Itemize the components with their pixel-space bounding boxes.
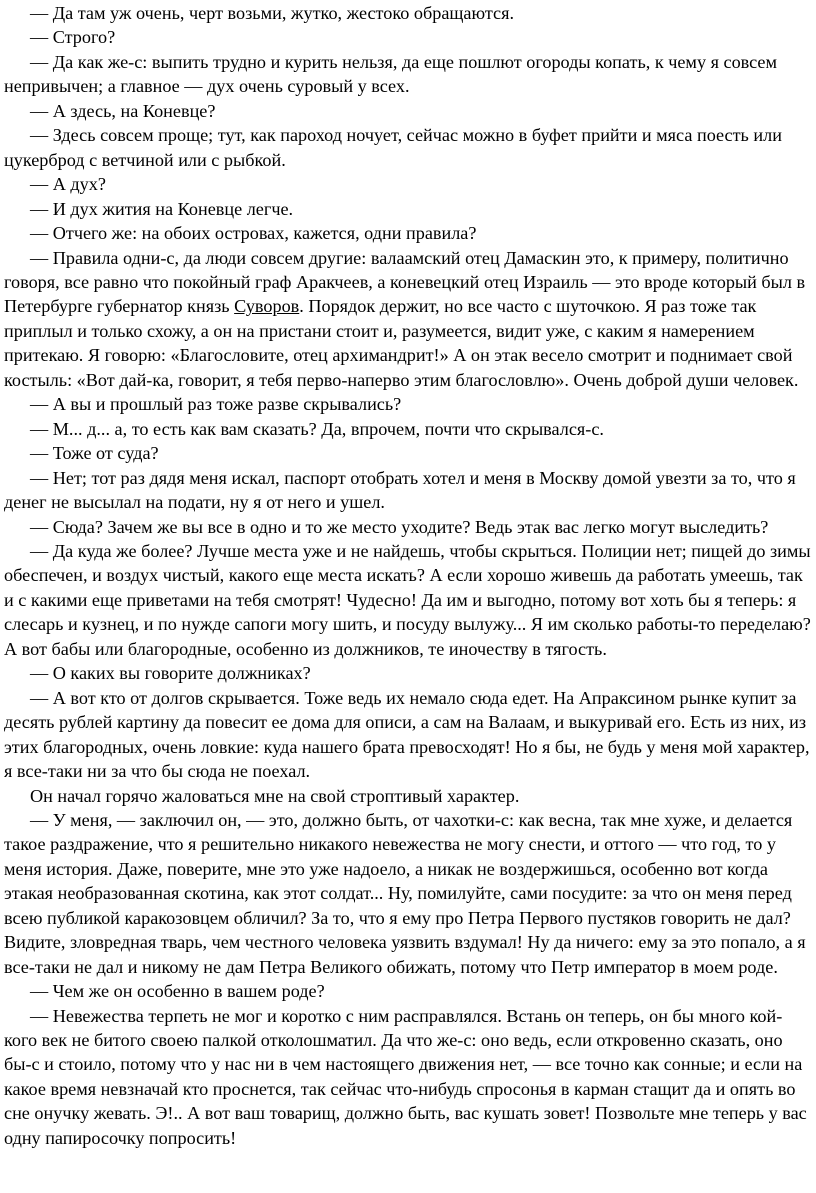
dialogue-line: — Сюда? Зачем же вы все в одно и то же место уходите? Ведь этак вас легко могут выследить? bbox=[30, 516, 769, 537]
suvorov-link[interactable]: Суворов bbox=[234, 296, 300, 317]
dialogue-line: — Да там уж очень, черт возьми, жутко, жестоко обращаются. bbox=[30, 3, 515, 23]
dialogue-line: — Невежества терпеть не мог и коротко с ним расправлялся. Встань он теперь, он бы много кой-кого век не битого своею палкой отколошматил. Да что же-с: оно ведь, если откровенно сказать, оно бы-с и стоило, потому что у нас ни в чем настоящего движения нет, — все точно как сонные; и если на какое время невзначай кто проснется, так сейчас что-нибудь спросонья в карман стащит да и опять во сне онучку жевать. Э!.. А вот ваш товарищ, должно быть, вас кушать зовет! Позвольте мне теперь у вас одну папиросочку попросить! bbox=[4, 1005, 807, 1148]
dialogue-line-with-link bbox=[4, 246, 812, 393]
dialogue-line: — О каких вы говорите должниках? bbox=[30, 663, 311, 684]
dialogue-line: — Строго? bbox=[30, 27, 116, 48]
dialogue-line: — Здесь совсем проще; тут, как пароход ночует, сейчас можно в буфет прийти и мяса поесть или цукерброд с ветчиной или с рыбкой. bbox=[4, 125, 782, 170]
dialogue-line: — А здесь, на Коневце? bbox=[30, 100, 216, 121]
dialogue-line: — У меня, — заключил он, — это, должно быть, от чахотки-с: как весна, так мне хуже, и делается такое раздражение, что я решительно никакого невежества не могу снести, и оттого — что год, то у меня история. Даже, поверите, мне это уже надоело, а никак не воздержишься, особенно вот когда этакая необразованная скотина, как этот солдат... Ну, помилуйте, сами посудите: за что он меня перед всею публикой каракозовцем обличил? За то, что я ему про Петра Первого пустяков говорить не дал? Видите, зловредная тварь, чем честного человека уязвить вздумал! Ну да ничего: ему за это попало, а я все-таки не дал и никому не дам Петра Великого обижать, потому что Петр император в моем роде. bbox=[4, 809, 806, 977]
dialogue-line: — И дух жития на Коневце легче. bbox=[30, 198, 294, 219]
narration-line: Он начал горячо жаловаться мне на свой строптивый характер. bbox=[30, 785, 520, 806]
paragraph-text-before-link: — Правила одни-с, да люди совсем другие: валаамский отец Дамаскин это, к примеру, политично говоря, все равно что покойный граф Аракчеев, а коневецкий отец Израиль — это вроде который был в Петербурге губернатор князь bbox=[4, 247, 806, 317]
dialogue-line: — Чем же он особенно в вашем роде? bbox=[30, 981, 325, 1002]
paragraph-text-after-link: . Порядок держит, но все часто с шуточкою. Я раз тоже так приплыл и только схожу, а он на пристани стоит и, разумеется, видит уже, с каким я намерением притекаю. Я говорю: «Благословите, отец архимандрит!» А он этак весело смотрит и поднимает свой костыль: «Вот дай-ка, говорит, я тебя перво-наперво этим благословлю». Очень доброй души человек. bbox=[4, 296, 799, 390]
dialogue-line: — М... д... а, то есть как вам сказать? Да, впрочем, почти что скрывался-с. bbox=[30, 418, 604, 439]
dialogue-line: — Да как же-с: выпить трудно и курить нельзя, да еще пошлют огороды копать, к чему я совсем непривычен; а главное — дух очень суровый у всех. bbox=[4, 51, 778, 97]
dialogue-line: — Да куда же более? Лучше места уже и не найдешь, чтобы скрыться. Полиции нет; пищей до зимы обеспечен, и воздух чистый, какого еще места искать? А если хорошо живешь да работать умеешь, так и с какими еще приветами на тебя смотрят! Чудесно! Да им и выгодно, потому вот хоть бы я теперь: я слесарь и кузнец, и по нужде сапоги могу шить, и посуду вылужу... Я им сколько работы-то переделаю? А вот бабы или благородные, особенно из должников, те иночеству в тягость. bbox=[4, 540, 811, 659]
dialogue-line: — А вот кто от долгов скрывается. Тоже ведь их немало сюда едет. На Апраксином рынке купит за десять рублей картину да повесит ее дома для описи, а сам на Валаам, и выкуривай его. Есть из них, из этих благородных, очень ловкие: куда нашего брата превосходят! Но я бы, не будь у меня мой характер, я все-таки ни за что бы сюда не поехал. bbox=[4, 687, 810, 782]
dialogue-line: — А вы и прошлый раз тоже разве скрывались? bbox=[30, 394, 402, 415]
dialogue-line: — А дух? bbox=[30, 174, 106, 195]
dialogue-line: — Отчего же: на обоих островах, кажется, одни правила? bbox=[30, 223, 477, 244]
dialogue-line: — Нет; тот раз дядя меня искал, паспорт отобрать хотел и меня в Москву домой увезти за то, что я денег не высылал на подати, ну я от него и ушел. bbox=[4, 467, 796, 513]
dialogue-line: — Тоже от суда? bbox=[30, 443, 159, 464]
